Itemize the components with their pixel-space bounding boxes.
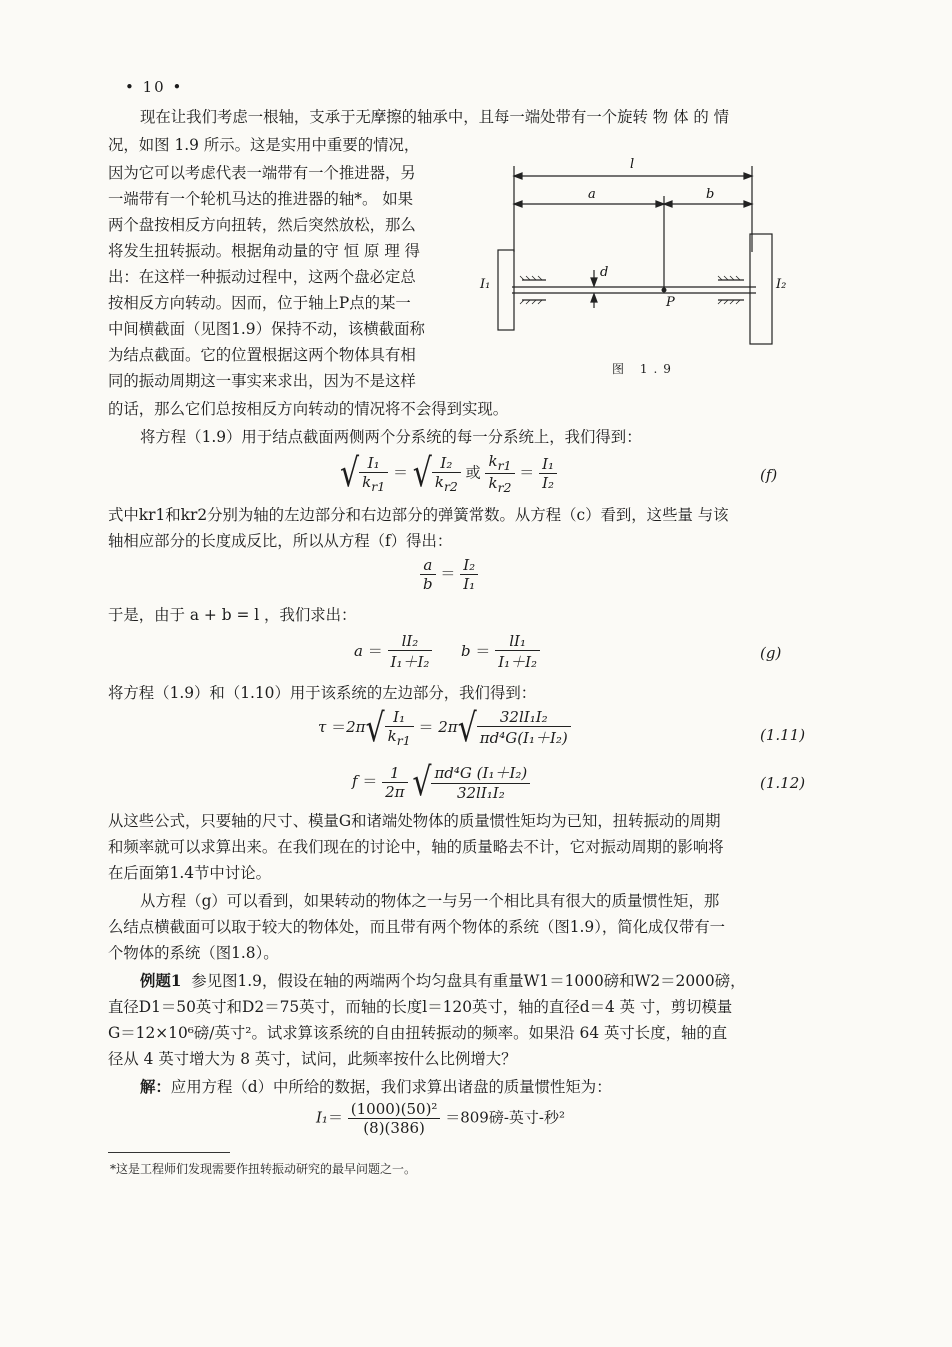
equation-1-12-label: (1.12) [760, 774, 806, 792]
para1-line-6: 将发生扭转振动。根据角动量的守 恒 原 理 得 [108, 242, 420, 260]
para4: 于是，由于 a + b = l ，我们求出： [108, 606, 357, 624]
para1-line-9: 中间横截面（见图1.9）保持不动，该横截面称 [108, 320, 425, 338]
para1-line-1: 现在让我们考虑一根轴，支承于无摩擦的轴承中，且每一端处带有一个旋转 物 体 的 情 [140, 108, 730, 126]
para6-line-2: 和频率就可以求算出来。在我们现在的讨论中，轴的质量略去不计，它对振动周期的影响将 [108, 838, 724, 856]
equation-1-11-label: (1.11) [760, 726, 806, 744]
para6-line-1: 从这些公式，只要轴的尺寸、模量G和诸端处物体的质量惯性矩均为已知，扭转振动的周期 [108, 812, 721, 830]
figure-shaft-two-disks [480, 152, 790, 352]
example-line-4: 径从 4 英寸增大为 8 英寸，试问，此频率按什么比例增大？ [108, 1050, 517, 1068]
para3-line-1: 式中kr1和kr2分别为轴的左边部分和右边部分的弹簧常数。从方程（c）看到，这些量 与该 [108, 506, 729, 524]
footnote: *这是工程师们发现需要作扭转振动研究的最早问题之一。 [110, 1162, 417, 1176]
para1-line-10: 为结点截面。它的位置根据这两个物体具有相 [108, 346, 416, 364]
equation-g-label: (g) [760, 644, 782, 662]
fig-label-a: a [588, 187, 596, 202]
fig-label-l: l [630, 157, 635, 172]
or-word: 或 [465, 463, 481, 482]
equation-1-12: f ＝ $\frac{1}{2\pi}$ √ $\frac{\text{πd⁴G (I₁＋I₂)}}{\text{32lI₁I₂}}$ [352, 762, 530, 802]
para7-line-1: 从方程（g）可以看到，如果转动的物体之一与另一个相比具有很大的质量惯性矩，那 [140, 892, 720, 910]
equation-ab-ratio: $\frac{a}{b}$ ＝ $\frac{\text{I₂}}{\text{I₁}}$ [420, 556, 478, 593]
fig-label-P: P [666, 295, 675, 310]
para1-line-12: 的话，那么它们总按相反方向转动的情况将不会得到实现。 [108, 400, 509, 418]
para6-line-3: 在后面第1.4节中讨论。 [108, 864, 271, 882]
equation-f-label: (f) [760, 466, 778, 484]
para1-line-11: 同的振动周期这一事实来求出，因为不是这样 [108, 372, 416, 390]
para5: 将方程（1.9）和（1.10）用于该系统的左边部分，我们得到： [108, 684, 537, 702]
figure-caption: 图 1.9 [612, 362, 677, 376]
example-line-1: 例题1 参见图1.9，假设在轴的两端两个均匀盘具有重量W1＝1000磅和W2＝2000磅， [140, 972, 746, 990]
para1-line-2: 况，如图 1.9 所示。这是实用中重要的情况， [108, 136, 420, 154]
fig-label-d: d [600, 265, 609, 280]
equation-g: a ＝ $\frac{\text{lI₂}}{\text{I₁＋I₂}}$ b ＝ $\frac{\text{lI₁}}{\text{I₁＋I₂}}$ [354, 632, 540, 672]
footnote-rule [108, 1152, 230, 1153]
page-number: • 10 • [125, 78, 184, 96]
example-label: 例题1 [140, 972, 182, 990]
example-line-2: 直径D1＝50英寸和D2＝75英寸，而轴的长度l＝120英寸，轴的直径d＝4 英 寸，剪切模量 [108, 998, 733, 1016]
para1-line-8: 按相反方向转动。因而，位于轴上P点的某一 [108, 294, 411, 312]
para3-line-2: 轴相应部分的长度成反比，所以从方程（f）得出： [108, 532, 453, 550]
example-line-3: G＝12×10⁶磅/英寸²。试求算该系统的自由扭转振动的频率。如果沿 64 英寸长度，轴的直 [108, 1024, 728, 1042]
equation-f: √ $\frac{\text{I₁}}{k_{r1}}$ ＝ √ $\frac{\text{I₂}}{k_{r2}}$ 或 $\frac{k_{r1}}{k_{r2}}$ ＝ $\frac{\text{I₁}}{\text{I₂}}$ [340, 452, 557, 495]
solution-line: 解：应用方程（d）中所给的数据，我们求算出诸盘的质量惯性矩为： [140, 1078, 612, 1096]
para7-line-3: 个物体的系统（图1.8）。 [108, 944, 279, 962]
solution-label: 解： [140, 1078, 171, 1096]
equation-I1-result: I₁＝ $\frac{\text{(1000)(50)²}}{(8)(386)}$ ＝809磅-英寸-秒² [316, 1100, 565, 1137]
para1-line-4: 一端带有一个轮机马达的推进器的轴*。 如果 [108, 190, 414, 208]
fig-label-I1: I₁ [480, 277, 491, 292]
fig-label-I2: I₂ [776, 277, 787, 292]
para1-line-7: 出：在这样一种振动过程中，这两个盘必定总 [108, 268, 416, 286]
para7-line-2: 么结点横截面可以取于较大的物体处，而且带有两个物体的系统（图1.9），简化成仅带有一 [108, 918, 726, 936]
para1-line-5: 两个盘按相反方向扭转，然后突然放松，那么 [108, 216, 416, 234]
equation-1-11: τ ＝2π√ $\frac{\text{I₁}}{k_{r1}}$ ＝ 2π√ $\frac{\text{32lI₁I₂}}{\text{πd⁴G(I₁＋I₂)}}$ [318, 708, 571, 748]
para1-line-3: 因为它可以考虑代表一端带有一个推进器，另 [108, 164, 416, 182]
fig-label-b: b [706, 187, 715, 202]
para2: 将方程（1.9）用于结点截面两侧两个分系统的每一分系统上，我们得到： [140, 428, 642, 446]
